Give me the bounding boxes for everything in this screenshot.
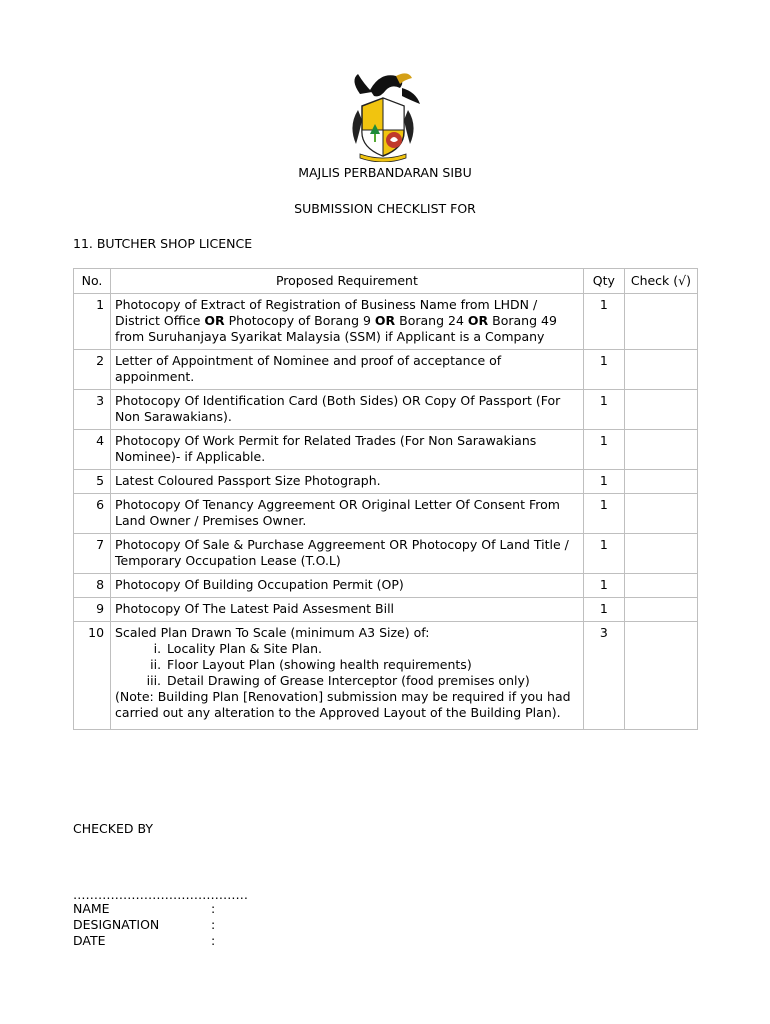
sub-item-number: ii. bbox=[150, 657, 162, 672]
row-qty: 1 bbox=[583, 574, 624, 598]
table-row bbox=[74, 574, 698, 598]
table-row bbox=[74, 390, 698, 430]
row-requirement: Latest Coloured Passport Size Photograph. bbox=[111, 470, 584, 494]
row-requirement bbox=[111, 622, 584, 730]
row-requirement: Photocopy Of The Latest Paid Assesment Bill bbox=[111, 598, 584, 622]
row-requirement: Photocopy Of Identification Card (Both Sides) OR Copy Of Passport (For Non Sarawakians). bbox=[111, 390, 584, 430]
row-check-box[interactable] bbox=[624, 598, 697, 622]
table-row bbox=[74, 430, 698, 470]
signature-line: …………………………………… bbox=[73, 887, 248, 902]
field-colon: : bbox=[211, 901, 216, 916]
or-keyword: OR bbox=[467, 313, 489, 328]
row-qty: 1 bbox=[583, 534, 624, 574]
requirement-text: Borang 24 bbox=[395, 313, 468, 328]
table-row bbox=[74, 294, 698, 350]
designation-field bbox=[73, 917, 216, 932]
date-field bbox=[73, 933, 216, 948]
sub-item bbox=[115, 657, 579, 673]
table-row bbox=[74, 494, 698, 534]
row-requirement: Photocopy Of Work Permit for Related Trades (For Non Sarawakians Nominee)- if Applicable. bbox=[111, 430, 584, 470]
row-requirement: Photocopy Of Sale & Purchase Aggreement OR Photocopy Of Land Title / Temporary Occupation Lease (T.O.L) bbox=[111, 534, 584, 574]
row-number: 8 bbox=[74, 574, 111, 598]
row-check-box[interactable] bbox=[624, 390, 697, 430]
requirement-text: Photocopy of Borang 9 bbox=[224, 313, 375, 328]
sub-item-text: Locality Plan & Site Plan. bbox=[167, 641, 323, 656]
row-qty: 1 bbox=[583, 598, 624, 622]
row-number: 10 bbox=[74, 622, 111, 730]
field-colon: : bbox=[211, 933, 216, 948]
sub-item-number: iii. bbox=[146, 673, 162, 688]
row-qty: 1 bbox=[583, 430, 624, 470]
row-number: 3 bbox=[74, 390, 111, 430]
requirements-table bbox=[73, 268, 698, 730]
row-qty: 1 bbox=[583, 390, 624, 430]
sub-item-text: Detail Drawing of Grease Interceptor (food premises only) bbox=[167, 673, 530, 688]
checked-by-label: CHECKED BY bbox=[73, 821, 153, 836]
row-number: 4 bbox=[74, 430, 111, 470]
table-row bbox=[74, 534, 698, 574]
requirement-text: Borang 49 from Suruhanjaya Syarikat Malaysia (SSM) if Applicant is a Company bbox=[115, 313, 557, 344]
field-label: DESIGNATION bbox=[73, 917, 160, 932]
row-check-box[interactable] bbox=[624, 350, 697, 390]
table-header-row bbox=[74, 269, 698, 294]
row-number: 1 bbox=[74, 294, 111, 350]
licence-title: 11. BUTCHER SHOP LICENCE bbox=[73, 236, 253, 251]
sub-item-text: Floor Layout Plan (showing health requirements) bbox=[167, 657, 472, 672]
row-requirement: Photocopy Of Building Occupation Permit (OP) bbox=[111, 574, 584, 598]
requirement-text: Photocopy of Extract of Registration of Business Name from LHDN / District Office bbox=[115, 297, 538, 328]
row-qty: 1 bbox=[583, 350, 624, 390]
row-requirement: Letter of Appointment of Nominee and proof of acceptance of appoinment. bbox=[111, 350, 584, 390]
field-colon: : bbox=[211, 917, 216, 932]
row-number: 7 bbox=[74, 534, 111, 574]
row-qty: 1 bbox=[583, 294, 624, 350]
or-keyword: OR bbox=[374, 313, 396, 328]
row-number: 6 bbox=[74, 494, 111, 534]
row-check-box[interactable] bbox=[624, 574, 697, 598]
row-check-box[interactable] bbox=[624, 294, 697, 350]
council-emblem-logo bbox=[340, 70, 426, 162]
row-check-box[interactable] bbox=[624, 430, 697, 470]
row-check-box[interactable] bbox=[624, 494, 697, 534]
or-keyword: OR bbox=[204, 313, 225, 328]
table-row bbox=[74, 350, 698, 390]
sub-item-number: i. bbox=[153, 641, 162, 656]
row-requirement bbox=[111, 294, 584, 350]
checklist-subtitle: SUBMISSION CHECKLIST FOR bbox=[294, 201, 476, 216]
row-qty: 3 bbox=[583, 622, 624, 730]
field-label: DATE bbox=[73, 933, 106, 948]
header-qty: Qty bbox=[583, 269, 624, 294]
sub-item bbox=[115, 673, 579, 689]
table-row bbox=[74, 470, 698, 494]
row-check-box[interactable] bbox=[624, 622, 697, 730]
field-label: NAME bbox=[73, 901, 110, 916]
row-qty: 1 bbox=[583, 494, 624, 534]
header-check: Check (√) bbox=[624, 269, 697, 294]
row-number: 5 bbox=[74, 470, 111, 494]
requirement-note: (Note: Building Plan [Renovation] submission may be required if you had carried out any alteration to the Approved Layout of the Building Plan). bbox=[115, 689, 571, 720]
name-field bbox=[73, 901, 216, 916]
row-number: 9 bbox=[74, 598, 111, 622]
row-qty: 1 bbox=[583, 470, 624, 494]
requirement-intro: Scaled Plan Drawn To Scale (minimum A3 Size) of: bbox=[115, 625, 430, 640]
header-no: No. bbox=[74, 269, 111, 294]
row-number: 2 bbox=[74, 350, 111, 390]
row-check-box[interactable] bbox=[624, 470, 697, 494]
header-requirement: Proposed Requirement bbox=[111, 269, 584, 294]
row-check-box[interactable] bbox=[624, 534, 697, 574]
organization-name: MAJLIS PERBANDARAN SIBU bbox=[298, 165, 472, 180]
row-requirement: Photocopy Of Tenancy Aggreement OR Original Letter Of Consent From Land Owner / Premises Owner. bbox=[111, 494, 584, 534]
sub-item bbox=[115, 641, 579, 657]
table-row bbox=[74, 598, 698, 622]
table-row bbox=[74, 622, 698, 730]
